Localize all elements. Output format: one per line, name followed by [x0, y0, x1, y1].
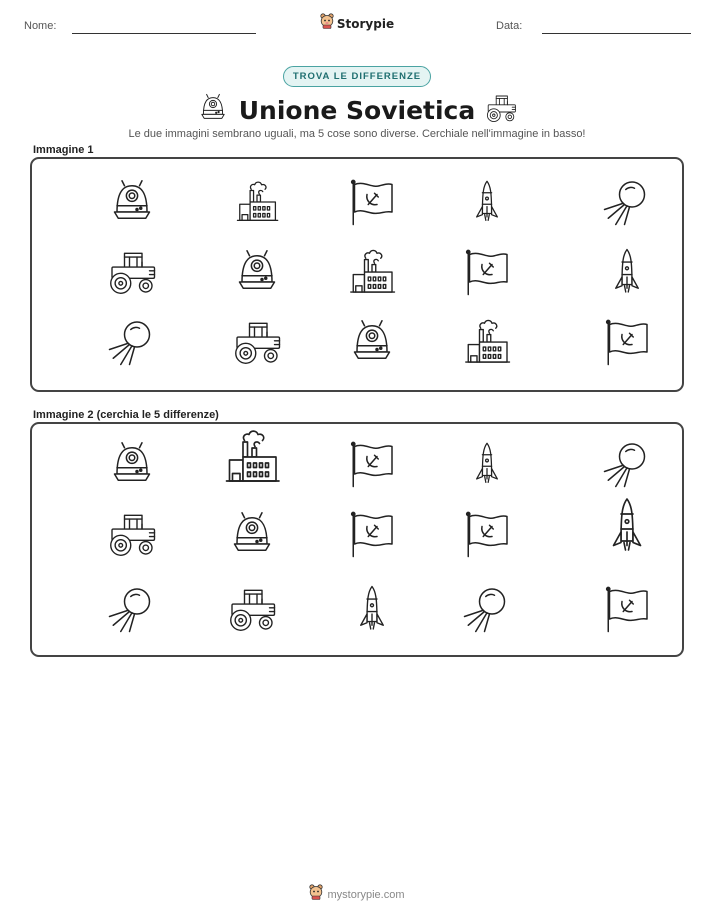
image2-cell[interactable]: [222, 584, 282, 634]
footer-mascot-icon: [309, 884, 323, 905]
sputnik-icon: [107, 584, 157, 634]
image2-cell[interactable]: [457, 509, 517, 559]
image2-cell[interactable]: [342, 509, 402, 559]
tractor-icon: [107, 247, 157, 297]
capsule-icon: [107, 177, 157, 227]
image1-cell[interactable]: [342, 317, 402, 367]
image1-cell[interactable]: [102, 317, 162, 367]
image2-cell[interactable]: [597, 439, 657, 489]
flag-icon: [347, 509, 397, 559]
image2-cell[interactable]: [102, 439, 162, 489]
capsule-icon: [347, 317, 397, 367]
image1-cell[interactable]: [227, 247, 287, 297]
image2-label: Immagine 2 (cerchia le 5 differenze): [33, 409, 219, 421]
rocket-icon: [464, 179, 510, 225]
image1-cell[interactable]: [457, 179, 517, 225]
flag-icon: [462, 509, 512, 559]
image1-cell[interactable]: [597, 177, 657, 227]
instructions: Le due immagini sembrano uguali, ma 5 cose sono diverse. Cerchiale nell'immagine in basso!: [128, 128, 586, 140]
date-line[interactable]: [542, 33, 691, 34]
image2-cell[interactable]: [597, 584, 657, 634]
page-title: Unione Sovietica: [238, 96, 476, 125]
footer-url: mystorypie.com: [327, 888, 405, 901]
image2-cell[interactable]: [102, 584, 162, 634]
flag-icon: [347, 177, 397, 227]
flag-icon: [602, 584, 652, 634]
image1-cell[interactable]: [457, 247, 517, 297]
rocket-icon: [464, 441, 510, 487]
flag-icon: [462, 247, 512, 297]
sputnik-icon: [602, 439, 652, 489]
title-row: [0, 92, 714, 129]
image2-panel: [30, 422, 684, 657]
worksheet-type-badge: TROVA LE DIFFERENZE: [283, 66, 431, 87]
image1-panel: [30, 157, 684, 392]
image2-cell[interactable]: [597, 493, 657, 559]
image1-label: Immagine 1: [33, 144, 94, 156]
capsule-icon: [232, 247, 282, 297]
image1-cell[interactable]: [457, 317, 517, 367]
image1-cell[interactable]: [227, 179, 287, 225]
image1-cell[interactable]: [342, 177, 402, 227]
sputnik-icon: [462, 584, 512, 634]
image2-cell[interactable]: [222, 423, 282, 491]
tractor-icon: [227, 584, 277, 634]
factory-icon: [462, 317, 512, 367]
rocket-icon: [597, 493, 657, 559]
image1-cell[interactable]: [597, 247, 657, 297]
image2-cell[interactable]: [342, 439, 402, 489]
capsule-icon: [107, 439, 157, 489]
brand-name: Storypie: [336, 16, 395, 31]
image2-cell[interactable]: [102, 509, 162, 559]
badge-wrap: [0, 66, 714, 87]
mascot-icon: [320, 13, 334, 34]
image1-cell[interactable]: [227, 317, 287, 367]
tractor-icon: [232, 317, 282, 367]
factory-icon: [222, 423, 282, 491]
title-capsule-icon: [197, 92, 229, 129]
factory-icon: [234, 179, 280, 225]
image2-cell[interactable]: [222, 509, 282, 559]
image1-cell[interactable]: [342, 247, 402, 297]
name-label: Nome:: [24, 20, 57, 32]
capsule-icon: [227, 509, 277, 559]
image2-cell[interactable]: [457, 584, 517, 634]
rocket-icon: [602, 247, 652, 297]
footer: [0, 884, 714, 905]
brand: [0, 13, 714, 34]
factory-icon: [347, 247, 397, 297]
image2-cell[interactable]: [457, 441, 517, 487]
image2-cell[interactable]: [342, 584, 402, 634]
date-label: Data:: [496, 20, 523, 32]
flag-icon: [347, 439, 397, 489]
flag-icon: [602, 317, 652, 367]
image1-cell[interactable]: [597, 317, 657, 367]
sputnik-icon: [107, 317, 157, 367]
image1-cell[interactable]: [102, 247, 162, 297]
image1-cell[interactable]: [102, 177, 162, 227]
sputnik-icon: [602, 177, 652, 227]
rocket-icon: [347, 584, 397, 634]
title-tractor-icon: [485, 92, 517, 129]
tractor-icon: [107, 509, 157, 559]
